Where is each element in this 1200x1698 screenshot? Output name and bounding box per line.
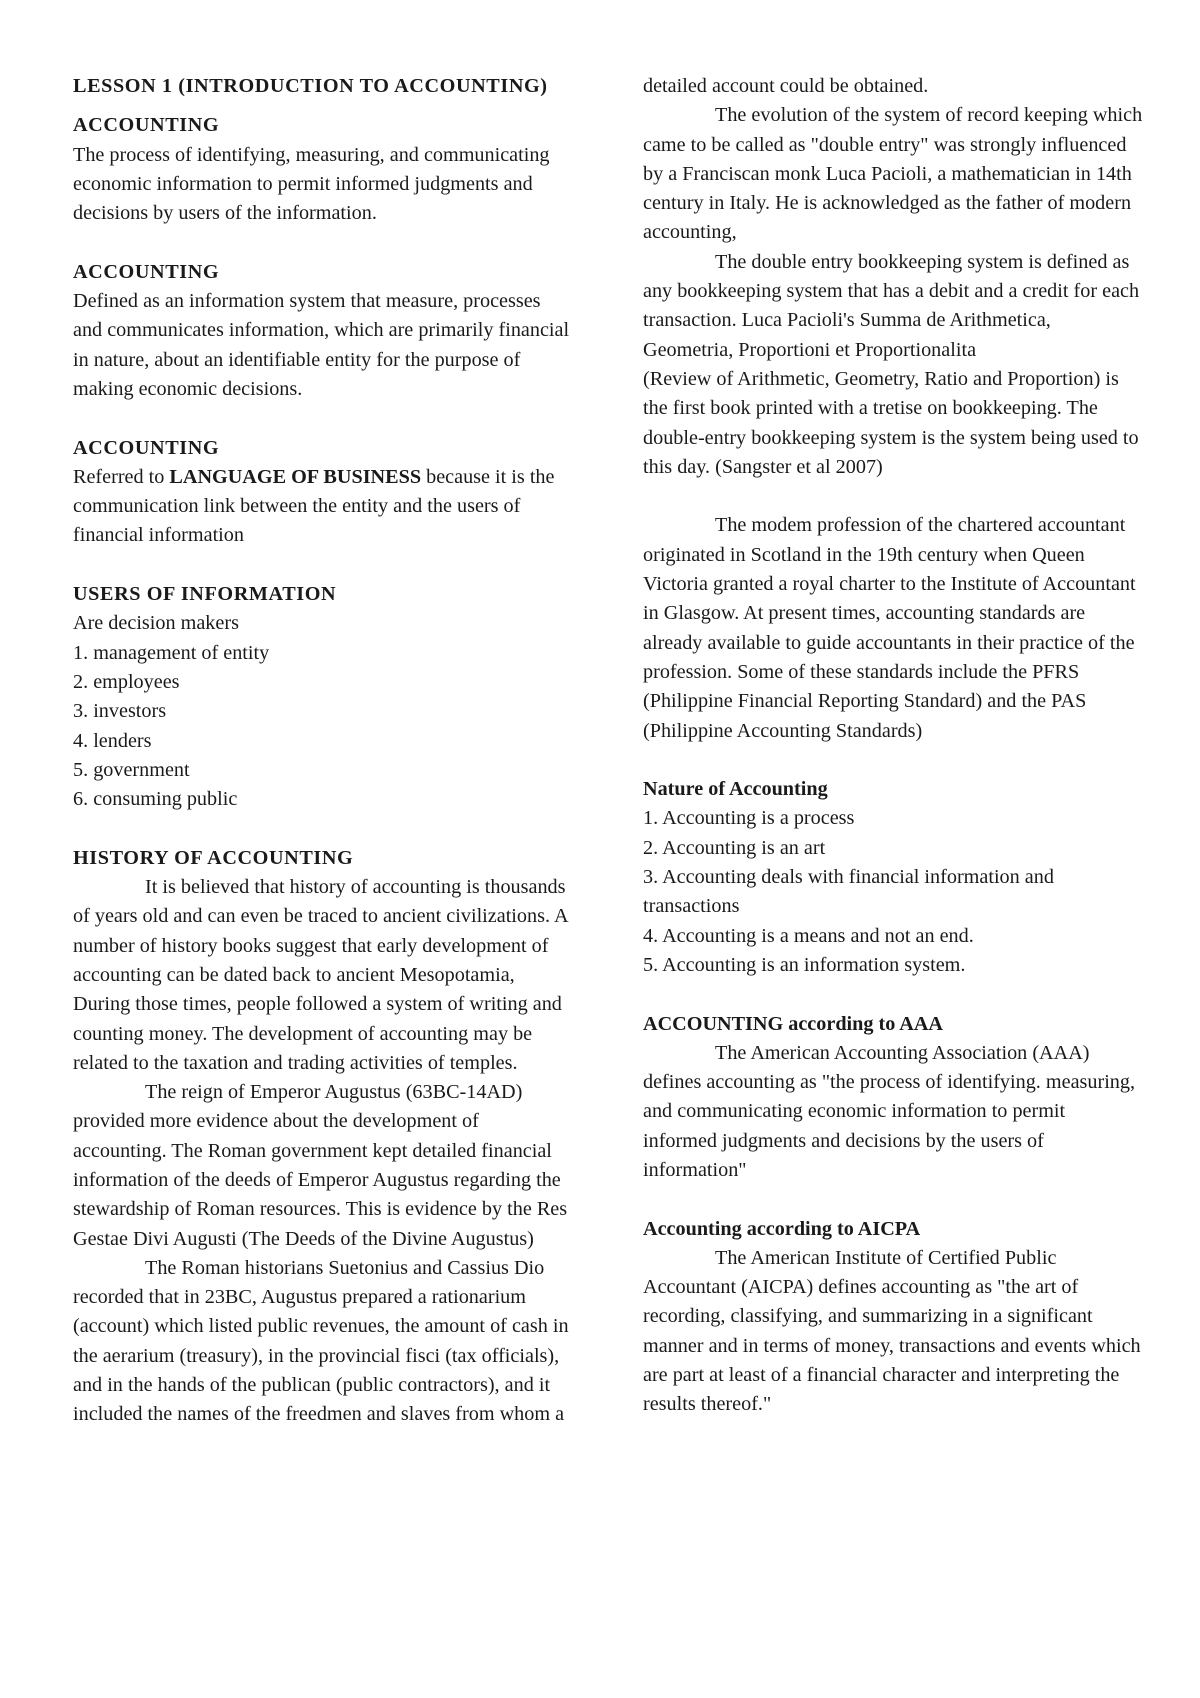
def3-text-before: Referred to [73, 465, 170, 488]
list-item: 1. management of entity [73, 641, 270, 664]
history-paragraph-2: The reign of Emperor Augustus (63BC-14AD) provided more evidence about the development of accounting. The Roman government kept detailed financial information of the deeds of Emperor Augustus regarding the stewardship of Roman resources. This is evidence by the Res Gestae Divi Augusti (The Deeds of the Divine Augustus) [73, 1081, 568, 1250]
list-item: 3. investors [73, 700, 167, 723]
users-intro: Are decision makers [73, 612, 239, 635]
accounting-definition-2: Defined as an information system that measure, processes and communicates information, which are primarily financial in nature, about an identifiable entity for the purpose of making economic decisions. [73, 290, 570, 400]
double-entry-paragraph-cont: (Review of Arithmetic, Geometry, Ratio and Proportion) is the first book printed with a tretise on bookkeeping. The double-entry bookkeeping system is the system being used to this day. (Sangster et al 2007) [643, 367, 1139, 478]
list-item: 2. Accounting is an art [643, 836, 826, 859]
list-item: 5. Accounting is an information system. [643, 953, 966, 976]
accounting-heading-2: ACCOUNTING [73, 260, 220, 283]
nature-list [643, 804, 1143, 980]
users-list [73, 639, 573, 815]
aicpa-heading: Accounting according to AICPA [643, 1217, 921, 1240]
accounting-definition-3 [73, 463, 573, 551]
right-column [643, 72, 1143, 1420]
language-of-business: LANGUAGE OF BUSINESS [169, 465, 422, 488]
list-item: 3. Accounting deals with financial information and transactions [643, 866, 1054, 918]
list-item: 1. Accounting is a process [643, 807, 855, 830]
nature-heading: Nature of Accounting [643, 778, 828, 801]
accounting-heading-1: ACCOUNTING [73, 114, 220, 137]
list-item: 6. consuming public [73, 788, 238, 811]
aaa-heading: ACCOUNTING according to AAA [643, 1012, 944, 1035]
evolution-paragraph: The evolution of the system of record keeping which came to be called as "double entry" was strongly influenced by a Franciscan monk Luca Pacioli, a mathematician in 14th century in Italy. He is acknowledged as the father of modern accounting, [643, 104, 1143, 244]
continuation-text: detailed account could be obtained. [643, 75, 929, 97]
history-paragraph-1: It is believed that history of accounting is thousands of years old and can even be traced to ancient civilizations. A number of history books suggest that early development of accounting can be dated back to ancient Mesopotamia, During those times, people followed a system of writing and counting money. The development of accounting may be related to the taxation and trading activities of temples. [73, 876, 568, 1074]
double-entry-paragraph: The double entry bookkeeping system is defined as any bookkeeping system that has a debit and a credit for each transaction. Luca Pacioli's Summa de Arithmetica, Geometria, Proportioni et Proportionalita [643, 250, 1140, 361]
left-column [73, 72, 573, 1430]
users-heading: USERS OF INFORMATION [73, 583, 337, 606]
accounting-heading-3: ACCOUNTING [73, 436, 220, 459]
aicpa-definition: The American Institute of Certified Public Accountant (AICPA) defines accounting as "the art of recording, classifying, and summarizing in a significant manner and in terms of money, transactions and events which are part at least of a financial character and interpreting the results thereof." [643, 1246, 1141, 1416]
list-item: 2. employees [73, 670, 180, 693]
modern-profession-paragraph: The modem profession of the chartered accountant originated in Scotland in the 19th century when Queen Victoria granted a royal charter to the Institute of Accountant in Glasgow. At present times, accounting standards are already available to guide accountants in their practice of the profession. Some of these standards include the PFRS (Philippine Financial Reporting Standard) and the PAS (Philippine Accounting Standards) [643, 514, 1136, 742]
history-paragraph-3: The Roman historians Suetonius and Cassius Dio recorded that in 23BC, Augustus prepared a rationarium (account) which listed public revenues, the amount of cash in the aerarium (treasury), in the provincial fisci (tax officials), and in the hands of the publican (public contractors), and it included the names of the freedmen and slaves from whom a [73, 1256, 569, 1426]
lesson-title: LESSON 1 (INTRODUCTION TO ACCOUNTING) [73, 75, 548, 97]
list-item: 4. Accounting is a means and not an end. [643, 924, 974, 947]
list-item: 5. government [73, 758, 190, 781]
list-item: 4. lenders [73, 729, 152, 752]
accounting-definition-1: The process of identifying, measuring, and communicating economic information to permit informed judgments and decisions by users of the information. [73, 143, 550, 225]
def3-text-after: because it is the communication link between the entity and the users of financial information [73, 465, 555, 547]
history-heading: HISTORY OF ACCOUNTING [73, 846, 354, 869]
aaa-definition: The American Accounting Association (AAA) defines accounting as "the process of identifying. measuring, and communicating economic information to permit informed judgments and decisions by the users of information" [643, 1041, 1136, 1181]
